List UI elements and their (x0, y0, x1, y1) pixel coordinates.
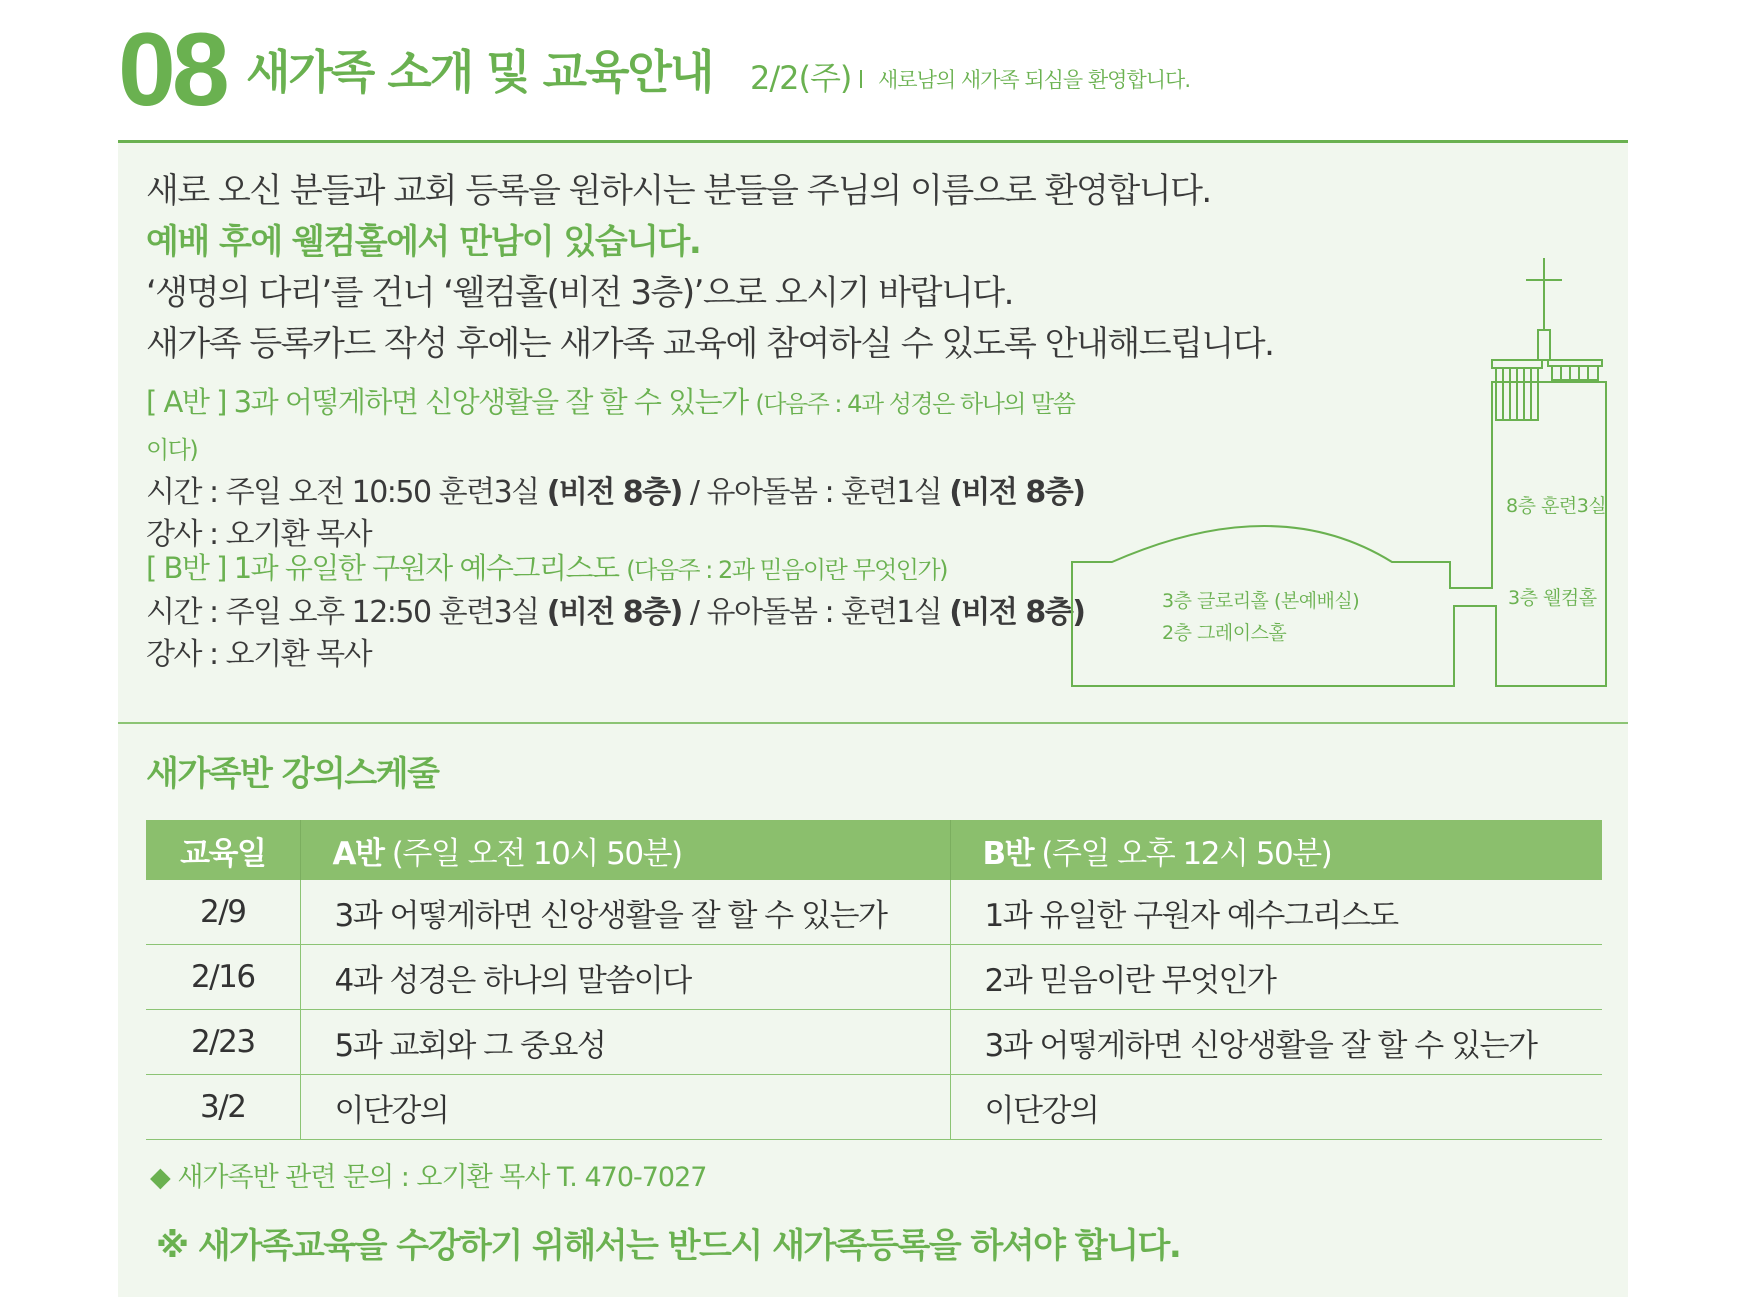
intro-line-3: ‘생명의 다리’를 건너 ‘웰컴홀(비전 3층)’으로 오시기 바랍니다. (146, 273, 1013, 313)
class-b-lesson: [ B반 ] 1과 유일한 구원자 예수그리스도 (146, 551, 619, 585)
registration-notice: ※ 새가족교육을 수강하기 위해서는 반드시 새가족등록을 하셔야 합니다. (156, 1226, 1181, 1266)
row-class-a: 3과 어떻게하면 신앙생활을 잘 할 수 있는가 (300, 880, 950, 945)
row-class-a: 4과 성경은 하나의 말씀이다 (300, 945, 950, 1010)
row-class-a: 5과 교회와 그 중요성 (300, 1010, 950, 1075)
class-b-time-text: 시간 : 주일 오후 12:50 훈련3실 (146, 595, 547, 630)
table-row (146, 945, 1602, 1010)
table-row (146, 880, 1602, 945)
class-b-care-text: / 유아돌봄 : 훈련1실 (681, 595, 950, 630)
intro-line-4: 새가족 등록카드 작성 후에는 새가족 교육에 참여하실 수 있도록 안내해드립니다. (146, 324, 1274, 364)
schedule-title: 새가족반 강의스케줄 (146, 754, 439, 794)
table-row (146, 1010, 1602, 1075)
row-class-b: 2과 믿음이란 무엇인가 (950, 945, 1602, 1010)
class-a-time (146, 472, 1086, 514)
header-date: 교육일 (146, 820, 300, 880)
header-class-b (950, 820, 1602, 880)
building-outline (1072, 382, 1606, 686)
church-building-diagram (1066, 250, 1626, 690)
row-date: 2/16 (146, 945, 300, 1010)
class-b-title (146, 546, 1086, 592)
row-date: 3/2 (146, 1075, 300, 1140)
class-a-title (146, 380, 1086, 472)
row-date: 2/23 (146, 1010, 300, 1075)
header-a-label: A반 (332, 835, 384, 872)
schedule-header-row (146, 820, 1602, 880)
class-a-care-place: (비전 8층) (949, 475, 1085, 510)
class-b-next: (다음주 : 2과 믿음이란 무엇인가) (626, 556, 948, 584)
class-a-time-text: 시간 : 주일 오전 10:50 훈련3실 (146, 475, 547, 510)
label-8f-training: 8층 훈련3실 (1506, 495, 1607, 517)
class-b-teacher: 강사 : 오기환 목사 (146, 637, 372, 672)
schedule-table (146, 820, 1602, 1140)
tower-spire (1538, 330, 1550, 360)
header-b-label: B반 (982, 835, 1034, 872)
header-a-time: (주일 오전 10시 50분) (383, 835, 682, 872)
page-header (118, 12, 1628, 128)
rooftop-left (1492, 360, 1542, 368)
row-class-a: 이단강의 (300, 1075, 950, 1140)
header-class-a (300, 820, 950, 880)
row-class-b: 이단강의 (950, 1075, 1602, 1140)
class-b-block (146, 546, 1086, 676)
row-class-b: 1과 유일한 구원자 예수그리스도 (950, 880, 1602, 945)
class-b-time (146, 592, 1086, 634)
contact-info: ◆ 새가족반 관련 문의 : 오기환 목사 T. 470-7027 (150, 1162, 707, 1193)
intro-meeting-line: 예배 후에 웰컴홀에서 만남이 있습니다. (146, 222, 701, 262)
label-3f-welcome: 3층 웰컴홀 (1508, 587, 1597, 609)
class-a-time-place: (비전 8층) (546, 475, 682, 510)
header-welcome: 새로남의 새가족 되심을 환영합니다. (878, 68, 1190, 92)
row-date: 2/9 (146, 880, 300, 945)
class-a-care-text: / 유아돌봄 : 훈련1실 (681, 475, 950, 510)
class-a-block (146, 380, 1086, 556)
section-number: 08 (118, 12, 226, 128)
class-a-lesson: [ A반 ] 3과 어떻게하면 신앙생활을 잘 할 수 있는가 (146, 385, 748, 419)
class-a-teacher: 강사 : 오기환 목사 (146, 517, 372, 552)
header-b-time: (주일 오후 12시 50분) (1033, 835, 1332, 872)
intro-line-1: 새로 오신 분들과 교회 등록을 원하시는 분들을 주님의 이름으로 환영합니다. (146, 171, 1211, 211)
class-a-next: (다음주 : 4과 성경은 하나의 말씀이다) (146, 390, 1075, 464)
table-row (146, 1075, 1602, 1140)
row-class-b: 3과 어떻게하면 신앙생활을 잘 할 수 있는가 (950, 1010, 1602, 1075)
label-2f-grace: 2층 그레이스홀 (1162, 622, 1287, 644)
class-b-time-place: (비전 8층) (546, 595, 682, 630)
page-title: 새가족 소개 및 교육안내 (246, 45, 713, 99)
label-3f-glory: 3층 글로리홀 (본예배실) (1162, 590, 1360, 612)
header-date: 2/2(주) (750, 59, 852, 97)
class-b-care-place: (비전 8층) (949, 595, 1085, 630)
header-separator (860, 70, 862, 88)
section-divider (118, 722, 1628, 724)
